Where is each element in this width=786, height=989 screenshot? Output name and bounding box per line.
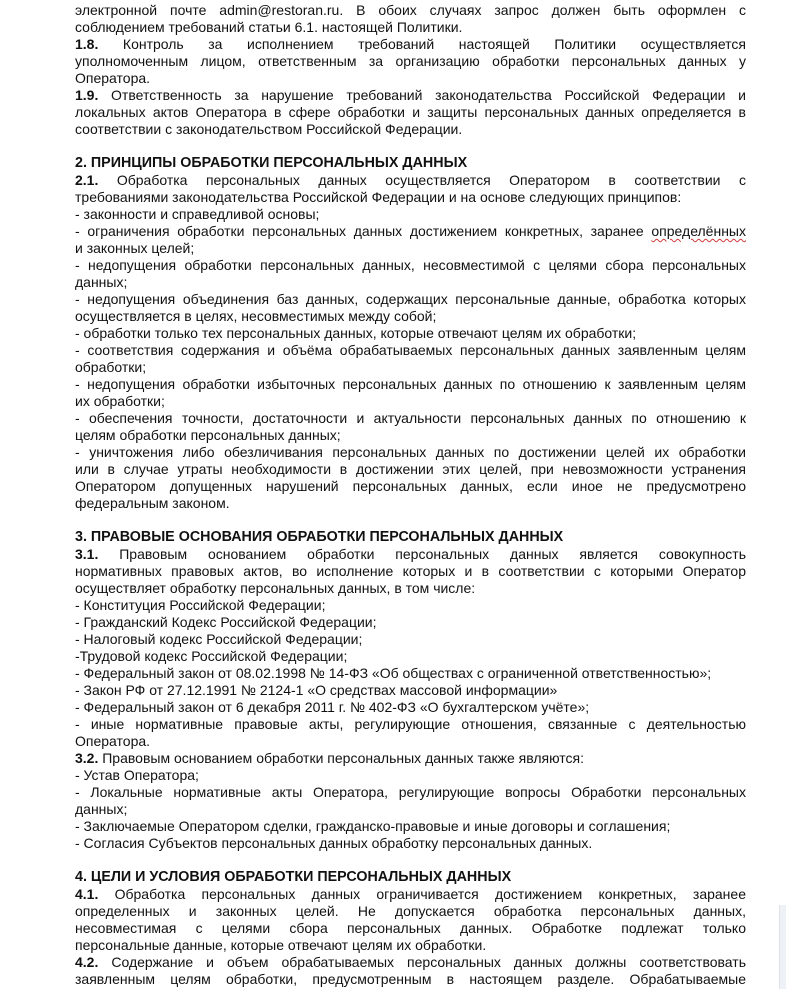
principle-item-6-line-1: - соответствия содержания и объёма обрабатываемых персональных данных заявленным целям xyxy=(75,342,746,358)
principle-item-2-line-2: и законных целей; xyxy=(75,240,195,256)
clause-2-1-line-1 xyxy=(75,172,746,189)
legal-basis-item-6: - Закон РФ от 27.12.1991 № 2124-1 «О средствах массовой информации» xyxy=(75,682,558,698)
principle-item-2-line-1 xyxy=(75,223,746,240)
principle-item-3-line-2: данных; xyxy=(75,274,128,290)
legal-basis-item-8-line-1: - иные нормативные правовые акты, регулирующие отношения, связанные с деятельностью xyxy=(75,716,746,732)
principle-item-4-line-2: осуществляется в целях, несовместимых между собой; xyxy=(75,308,437,324)
principle-item-6-line-2: обработки; xyxy=(75,359,147,375)
clause-number: 3.2. xyxy=(75,750,99,766)
legal-basis-item-4: -Трудовой кодекс Российской Федерации; xyxy=(75,648,348,664)
document-page xyxy=(75,2,746,988)
clause-4-1-line-4: персональные данные, которые отвечают целям их обработки. xyxy=(75,937,487,953)
principle-item-8-line-1: - обеспечения точности, достаточности и актуальности персональных данных по отношению к xyxy=(75,410,746,426)
additional-basis-item-4: - Согласия Субъектов персональных данных обработку персональных данных. xyxy=(75,835,593,851)
section-2-heading: 2. ПРИНЦИПЫ ОБРАБОТКИ ПЕРСОНАЛЬНЫХ ДАННЫХ xyxy=(75,155,468,171)
side-panel-tab[interactable] xyxy=(779,905,786,989)
clause-1-8-line-1 xyxy=(75,36,746,53)
clause-3-1-line-2: нормативных правовых актов, во исполнение которых и в соответствии с которыми Оператор xyxy=(75,563,746,579)
principle-item-5: - обработки только тех персональных данных, которые отвечают целям их обработки; xyxy=(75,325,637,341)
principle-item-9-line-3: Оператором допущенных нарушений персональных данных, если иное не предусмотрено xyxy=(75,478,746,494)
clause-3-2 xyxy=(75,750,746,767)
principle-item-9-line-2: или в случае утраты необходимости в достижении этих целей, при невозможности устранения xyxy=(75,461,746,477)
principle-text: - ограничения обработки персональных данных достижением конкретных, заранее xyxy=(75,223,652,239)
clause-4-1-line-3: несовместимая с целями сбора персональных данных. Обработке подлежат только xyxy=(75,920,746,936)
intro-line-1: электронной почте admin@restoran.ru. В обоих случаях запрос должен быть оформлен с xyxy=(75,2,746,18)
section-3-heading: 3. ПРАВОВЫЕ ОСНОВАНИЯ ОБРАБОТКИ ПЕРСОНАЛЬНЫХ ДАННЫХ xyxy=(75,529,564,545)
additional-basis-item-1: - Устав Оператора; xyxy=(75,767,199,783)
principle-item-9-line-4: федеральным законом. xyxy=(75,495,230,511)
clause-1-8-line-3: Оператора. xyxy=(75,70,151,86)
principle-item-7-line-1: - недопущения обработки избыточных персональных данных по отношению к заявленным целям xyxy=(75,376,746,392)
clause-number: 2.1. xyxy=(75,172,99,188)
clause-1-9-line-1 xyxy=(75,87,746,104)
spellcheck-word[interactable]: определённых xyxy=(651,223,746,239)
clause-1-9-line-3: соответствии с законодательством Российской Федерации. xyxy=(75,121,463,137)
principle-item-1: - законности и справедливой основы; xyxy=(75,206,320,222)
principle-item-7-line-2: их обработки; xyxy=(75,393,165,409)
principle-item-9-line-1: - уничтожения либо обезличивания персональных данных по достижении целей их обработки xyxy=(75,444,746,460)
legal-basis-item-2: - Гражданский Кодекс Российской Федерации; xyxy=(75,614,377,630)
clause-1-9-line-2: локальных актов Оператора в сфере обработки и защиты персональных данных определяется в xyxy=(75,104,746,120)
additional-basis-item-2-line-2: данных; xyxy=(75,801,128,817)
clause-3-1-line-3: осуществляет обработку персональных данных, в том числе: xyxy=(75,580,476,596)
clause-3-1-line-1 xyxy=(75,546,746,563)
clause-number: 3.1. xyxy=(75,546,99,562)
clause-text: Правовым основанием обработки персональных данных также являются: xyxy=(98,750,585,766)
principle-item-3-line-1: - недопущения обработки персональных данных, несовместимой с целями сбора персональных xyxy=(75,257,746,273)
clause-number: 1.8. xyxy=(75,36,99,52)
clause-2-1-line-2: требованиями законодательства Российской Федерации и на основе следующих принципов: xyxy=(75,189,682,205)
legal-basis-item-5: - Федеральный закон от 08.02.1998 № 14-ФЗ «Об обществах с ограниченной ответственностью»; xyxy=(75,665,712,681)
clause-text: Контроль за исполнением требований настоящей Политики осуществляется xyxy=(98,36,746,52)
intro-line-2: соблюдением требований статьи 6.1. настоящей Политики. xyxy=(75,19,463,35)
clause-text: Обработка персональных данных ограничивается достижением конкретных, заранее xyxy=(98,886,746,902)
clause-text: Правовым основанием обработки персональных данных является совокупность xyxy=(98,546,746,562)
legal-basis-item-1: - Конституция Российской Федерации; xyxy=(75,597,326,613)
principle-item-4-line-1: - недопущения объединения баз данных, содержащих персональные данные, обработка которых xyxy=(75,291,746,307)
legal-basis-item-7: - Федеральный закон от 6 декабря 2011 г. № 402-ФЗ «О бухгалтерском учёте»; xyxy=(75,699,590,715)
principle-item-8-line-2: целям обработки персональных данных; xyxy=(75,427,341,443)
clause-4-2-line-2: заявленным целям обработки, предусмотренным в настоящем разделе. Обрабатываемые xyxy=(75,971,746,987)
section-4-heading: 4. ЦЕЛИ И УСЛОВИЯ ОБРАБОТКИ ПЕРСОНАЛЬНЫХ ДАННЫХ xyxy=(75,869,512,885)
clause-1-8-line-2: уполномоченным лицом, ответственным за организацию обработки персональных данных у xyxy=(75,53,746,69)
clause-number: 1.9. xyxy=(75,87,99,103)
clause-number: 4.2. xyxy=(75,954,99,970)
clause-number: 4.1. xyxy=(75,886,99,902)
clause-text: Обработка персональных данных осуществляется Оператором в соответствии с xyxy=(98,172,746,188)
legal-basis-item-3: - Налоговый кодекс Российской Федерации; xyxy=(75,631,363,647)
clause-text: Содержание и объем обрабатываемых персональных данных должны соответствовать xyxy=(98,954,746,970)
legal-basis-item-8-line-2: Оператора. xyxy=(75,733,151,749)
clause-4-1-line-1 xyxy=(75,886,746,903)
clause-4-1-line-2: определенных и законных целей. Не допускается обработка персональных данных, xyxy=(75,903,746,919)
additional-basis-item-2-line-1: - Локальные нормативные акты Оператора, регулирующие вопросы Обработки персональных xyxy=(75,784,746,800)
clause-4-2-line-1 xyxy=(75,954,746,971)
clause-text: Ответственность за нарушение требований законодательства Российской Федерации и xyxy=(98,87,746,103)
additional-basis-item-3: - Заключаемые Оператором сделки, гражданско-правовые и иные договоры и соглашения; xyxy=(75,818,671,834)
